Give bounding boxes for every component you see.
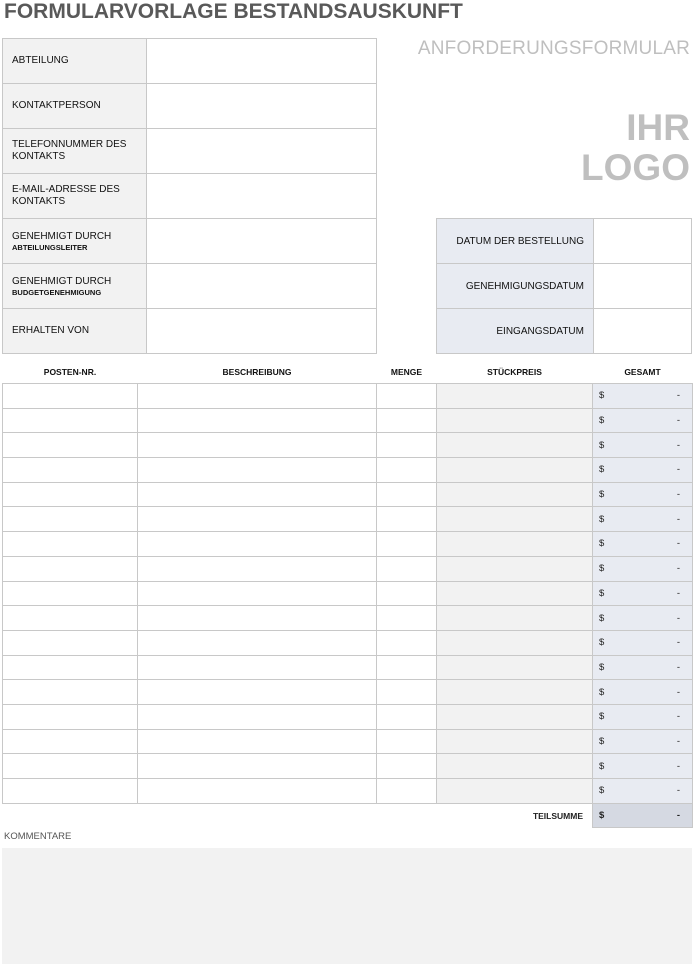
total-cell — [593, 458, 693, 483]
unit-price-cell[interactable] — [437, 680, 593, 705]
quantity-cell[interactable] — [377, 482, 437, 507]
item-no-cell[interactable] — [3, 458, 138, 483]
description-cell[interactable] — [138, 729, 377, 754]
info-value-field[interactable] — [147, 174, 377, 219]
total-cell — [593, 704, 693, 729]
currency-symbol: $ — [599, 785, 605, 797]
total-cell — [593, 384, 693, 409]
logo-line-1: IHR — [626, 107, 690, 148]
quantity-cell[interactable] — [377, 655, 437, 680]
subtotal-label: TEILSUMME — [532, 810, 583, 821]
subtotal-row — [3, 803, 693, 828]
info-sublabel: ABTEILUNGSLEITER — [12, 242, 88, 252]
table-row — [3, 606, 693, 631]
date-row — [437, 264, 692, 309]
table-row — [3, 754, 693, 779]
total-amount: - — [676, 563, 680, 575]
comments-field[interactable] — [2, 848, 692, 964]
table-row — [3, 384, 693, 409]
unit-price-cell[interactable] — [437, 581, 593, 606]
quantity-cell[interactable] — [377, 729, 437, 754]
info-label: TELEFONNUMMER DES KONTAKTS — [12, 139, 127, 162]
quantity-cell[interactable] — [377, 630, 437, 655]
currency-symbol: $ — [599, 810, 605, 822]
info-label: KONTAKTPERSON — [12, 100, 101, 111]
info-value-field[interactable] — [147, 309, 377, 354]
description-cell[interactable] — [138, 680, 377, 705]
item-no-cell[interactable] — [3, 655, 138, 680]
table-row — [3, 630, 693, 655]
info-label-cell — [3, 174, 147, 219]
unit-price-cell[interactable] — [437, 655, 593, 680]
total-amount: - — [676, 760, 680, 772]
item-no-cell[interactable] — [3, 556, 138, 581]
total-cell — [593, 606, 693, 631]
description-cell[interactable] — [138, 581, 377, 606]
total-amount: - — [676, 735, 680, 747]
description-cell[interactable] — [138, 433, 377, 458]
quantity-cell[interactable] — [377, 779, 437, 804]
col-header-description: BESCHREIBUNG — [222, 367, 292, 377]
date-label: EINGANGSDATUM — [437, 309, 594, 354]
total-cell — [593, 556, 693, 581]
total-amount: - — [676, 513, 680, 525]
total-cell — [593, 482, 693, 507]
total-cell — [593, 507, 693, 532]
table-row — [3, 458, 693, 483]
unit-price-cell[interactable] — [437, 458, 593, 483]
total-amount: - — [676, 415, 680, 427]
unit-price-cell[interactable] — [437, 384, 593, 409]
info-label-cell — [3, 129, 147, 174]
currency-symbol: $ — [599, 686, 605, 698]
quantity-cell[interactable] — [377, 704, 437, 729]
unit-price-cell[interactable] — [437, 704, 593, 729]
total-cell — [593, 532, 693, 557]
currency-symbol: $ — [599, 661, 605, 673]
currency-symbol: $ — [599, 489, 605, 501]
form-subtitle: ANFORDERUNGSFORMULAR — [417, 38, 690, 59]
currency-symbol: $ — [599, 735, 605, 747]
unit-price-cell[interactable] — [437, 556, 593, 581]
quantity-cell[interactable] — [377, 606, 437, 631]
info-label: ABTEILUNG — [12, 55, 69, 66]
info-value-field[interactable] — [147, 129, 377, 174]
item-no-cell[interactable] — [3, 581, 138, 606]
total-amount: - — [676, 439, 680, 451]
unit-price-cell[interactable] — [437, 630, 593, 655]
dates-table — [436, 218, 692, 354]
total-cell — [593, 408, 693, 433]
item-no-cell[interactable] — [3, 630, 138, 655]
currency-symbol: $ — [599, 760, 605, 772]
col-header-total: GESAMT — [624, 367, 661, 377]
info-row — [3, 264, 377, 309]
total-cell — [593, 655, 693, 680]
item-no-cell[interactable] — [3, 754, 138, 779]
info-value-field[interactable] — [147, 264, 377, 309]
info-sublabel: BUDGETGENEHMIGUNG — [12, 287, 102, 297]
currency-symbol: $ — [599, 390, 605, 402]
item-no-cell[interactable] — [3, 779, 138, 804]
item-no-cell[interactable] — [3, 384, 138, 409]
quantity-cell[interactable] — [377, 408, 437, 433]
currency-symbol: $ — [599, 415, 605, 427]
description-cell[interactable] — [138, 630, 377, 655]
table-row — [3, 482, 693, 507]
description-cell[interactable] — [138, 556, 377, 581]
info-label-cell — [3, 219, 147, 264]
unit-price-cell[interactable] — [437, 408, 593, 433]
col-header-unit-price: STÜCKPREIS — [487, 367, 542, 377]
info-row — [3, 219, 377, 264]
total-amount: - — [676, 612, 680, 624]
table-row — [3, 581, 693, 606]
unit-price-cell[interactable] — [437, 482, 593, 507]
table-row — [3, 433, 693, 458]
currency-symbol: $ — [599, 612, 605, 624]
item-no-cell[interactable] — [3, 606, 138, 631]
total-amount: - — [676, 538, 680, 550]
description-cell[interactable] — [138, 532, 377, 557]
table-row — [3, 532, 693, 557]
total-cell — [593, 754, 693, 779]
total-cell — [593, 630, 693, 655]
info-row — [3, 309, 377, 354]
description-cell[interactable] — [138, 779, 377, 804]
total-amount: - — [676, 686, 680, 698]
info-label-cell — [3, 309, 147, 354]
table-row — [3, 655, 693, 680]
date-value-field[interactable] — [594, 219, 692, 264]
date-label: GENEHMIGUNGSDATUM — [437, 264, 594, 309]
info-value-field[interactable] — [147, 219, 377, 264]
total-cell — [593, 433, 693, 458]
item-no-cell[interactable] — [3, 507, 138, 532]
description-cell[interactable] — [138, 482, 377, 507]
item-no-cell[interactable] — [3, 729, 138, 754]
currency-symbol: $ — [599, 637, 605, 649]
total-cell — [593, 581, 693, 606]
currency-symbol: $ — [599, 563, 605, 575]
unit-price-cell[interactable] — [437, 754, 593, 779]
description-cell[interactable] — [138, 704, 377, 729]
currency-symbol: $ — [599, 464, 605, 476]
quantity-cell[interactable] — [377, 556, 437, 581]
table-row — [3, 507, 693, 532]
table-row — [3, 704, 693, 729]
total-cell — [593, 729, 693, 754]
unit-price-cell[interactable] — [437, 433, 593, 458]
table-row — [3, 556, 693, 581]
info-label: GENEHMIGT DURCH — [12, 275, 112, 287]
total-cell — [593, 779, 693, 804]
info-label: ERHALTEN VON — [12, 325, 90, 336]
unit-price-cell[interactable] — [437, 507, 593, 532]
currency-symbol: $ — [599, 439, 605, 451]
description-cell[interactable] — [138, 655, 377, 680]
item-no-cell[interactable] — [3, 680, 138, 705]
info-label-cell — [3, 264, 147, 309]
items-header-row — [3, 361, 693, 384]
item-no-cell[interactable] — [3, 482, 138, 507]
total-amount: - — [676, 390, 680, 402]
total-amount: - — [676, 661, 680, 673]
item-no-cell[interactable] — [3, 704, 138, 729]
unit-price-cell[interactable] — [437, 532, 593, 557]
unit-price-cell[interactable] — [437, 729, 593, 754]
total-amount: - — [676, 637, 680, 649]
currency-symbol: $ — [599, 513, 605, 525]
info-row — [3, 39, 377, 84]
description-cell[interactable] — [138, 507, 377, 532]
date-row — [437, 219, 692, 264]
currency-symbol: $ — [599, 538, 605, 550]
table-row — [3, 680, 693, 705]
logo-placeholder — [490, 108, 690, 188]
subtotal-value — [593, 803, 693, 828]
page-title: FORMULARVORLAGE BESTANDSAUSKUNFT — [4, 0, 463, 23]
currency-symbol: $ — [599, 711, 605, 723]
description-cell[interactable] — [138, 384, 377, 409]
date-label: DATUM DER BESTELLUNG — [437, 219, 594, 264]
quantity-cell[interactable] — [377, 507, 437, 532]
logo-line-2: LOGO — [581, 147, 690, 188]
description-cell[interactable] — [138, 458, 377, 483]
col-header-quantity: MENGE — [390, 367, 423, 377]
quantity-cell[interactable] — [377, 581, 437, 606]
quantity-cell[interactable] — [377, 433, 437, 458]
info-value-field[interactable] — [147, 39, 377, 84]
info-row — [3, 84, 377, 129]
quantity-cell[interactable] — [377, 458, 437, 483]
quantity-cell[interactable] — [377, 754, 437, 779]
item-no-cell[interactable] — [3, 408, 138, 433]
date-value-field[interactable] — [594, 264, 692, 309]
items-table — [2, 361, 693, 828]
info-label: E-MAIL-ADRESSE DES KONTAKTS — [12, 184, 120, 207]
info-value-field[interactable] — [147, 84, 377, 129]
unit-price-cell[interactable] — [437, 779, 593, 804]
quantity-cell[interactable] — [377, 680, 437, 705]
info-row — [3, 174, 377, 219]
info-label: GENEHMIGT DURCH — [12, 230, 112, 242]
description-cell[interactable] — [138, 606, 377, 631]
table-row — [3, 729, 693, 754]
subtotal-amount: - — [676, 810, 680, 822]
total-amount: - — [676, 489, 680, 501]
info-label-cell — [3, 39, 147, 84]
date-row — [437, 309, 692, 354]
total-amount: - — [676, 587, 680, 599]
info-label-cell — [3, 84, 147, 129]
table-row — [3, 408, 693, 433]
date-value-field[interactable] — [594, 309, 692, 354]
total-amount: - — [676, 464, 680, 476]
contact-info-table — [2, 38, 377, 354]
comments-label: KOMMENTARE — [4, 831, 72, 842]
quantity-cell[interactable] — [377, 532, 437, 557]
item-no-cell[interactable] — [3, 433, 138, 458]
total-amount: - — [676, 711, 680, 723]
info-row — [3, 129, 377, 174]
total-amount: - — [676, 785, 680, 797]
quantity-cell[interactable] — [377, 384, 437, 409]
total-cell — [593, 680, 693, 705]
unit-price-cell[interactable] — [437, 606, 593, 631]
description-cell[interactable] — [138, 408, 377, 433]
table-row — [3, 779, 693, 804]
description-cell[interactable] — [138, 754, 377, 779]
item-no-cell[interactable] — [3, 532, 138, 557]
col-header-item-no: POSTEN-NR. — [43, 367, 97, 377]
currency-symbol: $ — [599, 587, 605, 599]
